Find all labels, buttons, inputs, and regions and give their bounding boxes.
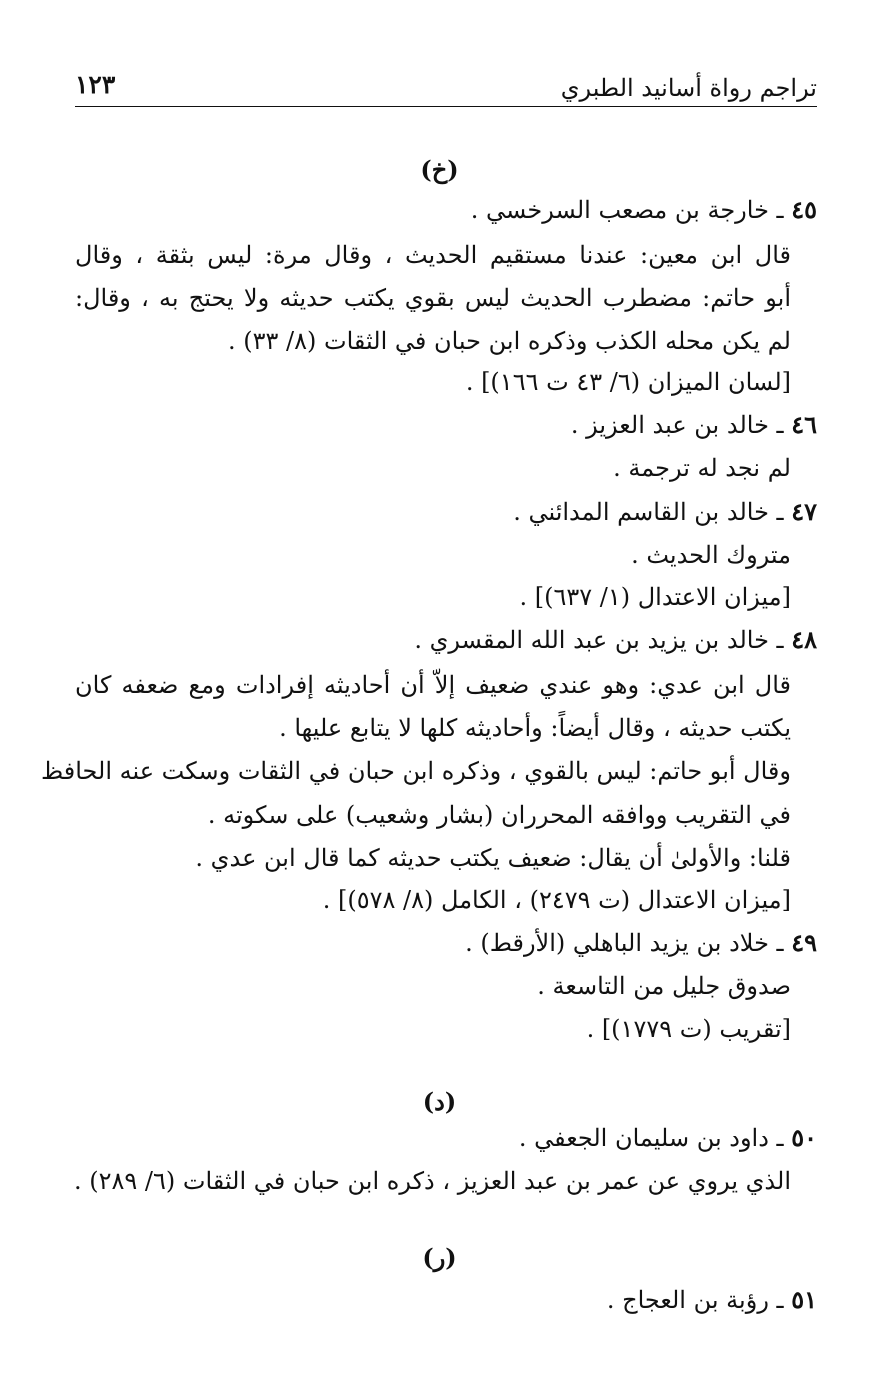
- section-heading-kha: (خ): [420, 155, 459, 184]
- section-heading-ra: (ر): [422, 1243, 457, 1272]
- entry-48-line-5: قلنا: والأولىٰ أن يقال: ضعيف يكتب حديثه كما قال ابن عدي .: [195, 844, 791, 872]
- entry-46-line-1: لم نجد له ترجمة .: [613, 454, 791, 482]
- entry-45-title: [471, 190, 817, 230]
- entry-number: ٤٨: [791, 625, 817, 654]
- entry-46-title: [571, 405, 817, 445]
- entry-51-title: [607, 1280, 817, 1320]
- section-heading-dal: (د): [422, 1087, 457, 1116]
- entry-name: ـ داود بن سليمان الجعفي .: [518, 1124, 784, 1152]
- entry-number: ٥٠: [791, 1123, 817, 1152]
- entry-number: ٤٧: [791, 497, 817, 526]
- entry-name: ـ رؤبة بن العجاج .: [606, 1286, 784, 1314]
- entry-48-line-1: قال ابن عدي: وهو عندي ضعيف إلاّ أن أحاديثه إفرادات ومع ضعفه كان: [75, 671, 791, 699]
- entry-47-title: [513, 492, 817, 532]
- entry-47-line-1: متروك الحديث .: [631, 541, 791, 569]
- header-rule: [75, 106, 817, 107]
- page-header: [75, 70, 817, 106]
- entry-48-line-3: وقال أبو حاتم: ليس بالقوي ، وذكره ابن حبان في الثقات وسكت عنه الحافظ: [40, 757, 791, 785]
- entry-number: ٤٥: [791, 195, 817, 224]
- running-title: تراجم رواة أسانيد الطبري: [560, 74, 817, 102]
- entry-50-title: [519, 1118, 817, 1158]
- entry-45-line-2: أبو حاتم: مضطرب الحديث ليس بقوي يكتب حديثه ولا يحتج به ، وقال:: [75, 284, 791, 312]
- entry-name: ـ خالد بن يزيد بن عبد الله المقسري .: [414, 626, 784, 654]
- entry-45-line-3: لم يكن محله الكذب وذكره ابن حبان في الثقات (٨/ ٣٣) .: [227, 327, 791, 355]
- entry-49-source: [تقريب (ت ١٧٧٩)] .: [586, 1015, 791, 1043]
- entry-45-source: [لسان الميزان (٦/ ٤٣ ت ١٦٦)] .: [465, 368, 791, 396]
- entry-number: ٤٩: [791, 928, 817, 957]
- entry-name: ـ خالد بن عبد العزيز .: [570, 411, 784, 439]
- entry-name: ـ خالد بن القاسم المدائني .: [513, 498, 784, 526]
- entry-name: ـ خلاد بن يزيد الباهلي (الأرقط) .: [465, 929, 784, 957]
- entry-48-title: [414, 620, 817, 660]
- entry-50-line-1: الذي يروي عن عمر بن عبد العزيز ، ذكره ابن حبان في الثقات (٦/ ٢٨٩) .: [73, 1167, 791, 1195]
- entry-49-line-1: صدوق جليل من التاسعة .: [537, 972, 791, 1000]
- entry-48-line-4: في التقريب ووافقه المحرران (بشار وشعيب) على سكوته .: [207, 801, 791, 829]
- page-number: ١٢٣: [75, 70, 116, 99]
- entry-number: ٤٦: [791, 410, 817, 439]
- entry-49-title: [465, 923, 817, 963]
- entry-48-source: [ميزان الاعتدال (ت ٢٤٧٩) ، الكامل (٨/ ٥٧٨)] .: [322, 886, 791, 914]
- entry-47-source: [ميزان الاعتدال (١/ ٦٣٧)] .: [519, 583, 791, 611]
- entry-number: ٥١: [791, 1285, 817, 1314]
- entry-name: ـ خارجة بن مصعب السرخسي .: [470, 196, 784, 224]
- entry-48-line-2: يكتب حديثه ، وقال أيضاً: وأحاديثه كلها لا يتابع عليها .: [279, 714, 791, 742]
- entry-45-line-1: قال ابن معين: عندنا مستقيم الحديث ، وقال مرة: ليس بثقة ، وقال: [75, 241, 791, 269]
